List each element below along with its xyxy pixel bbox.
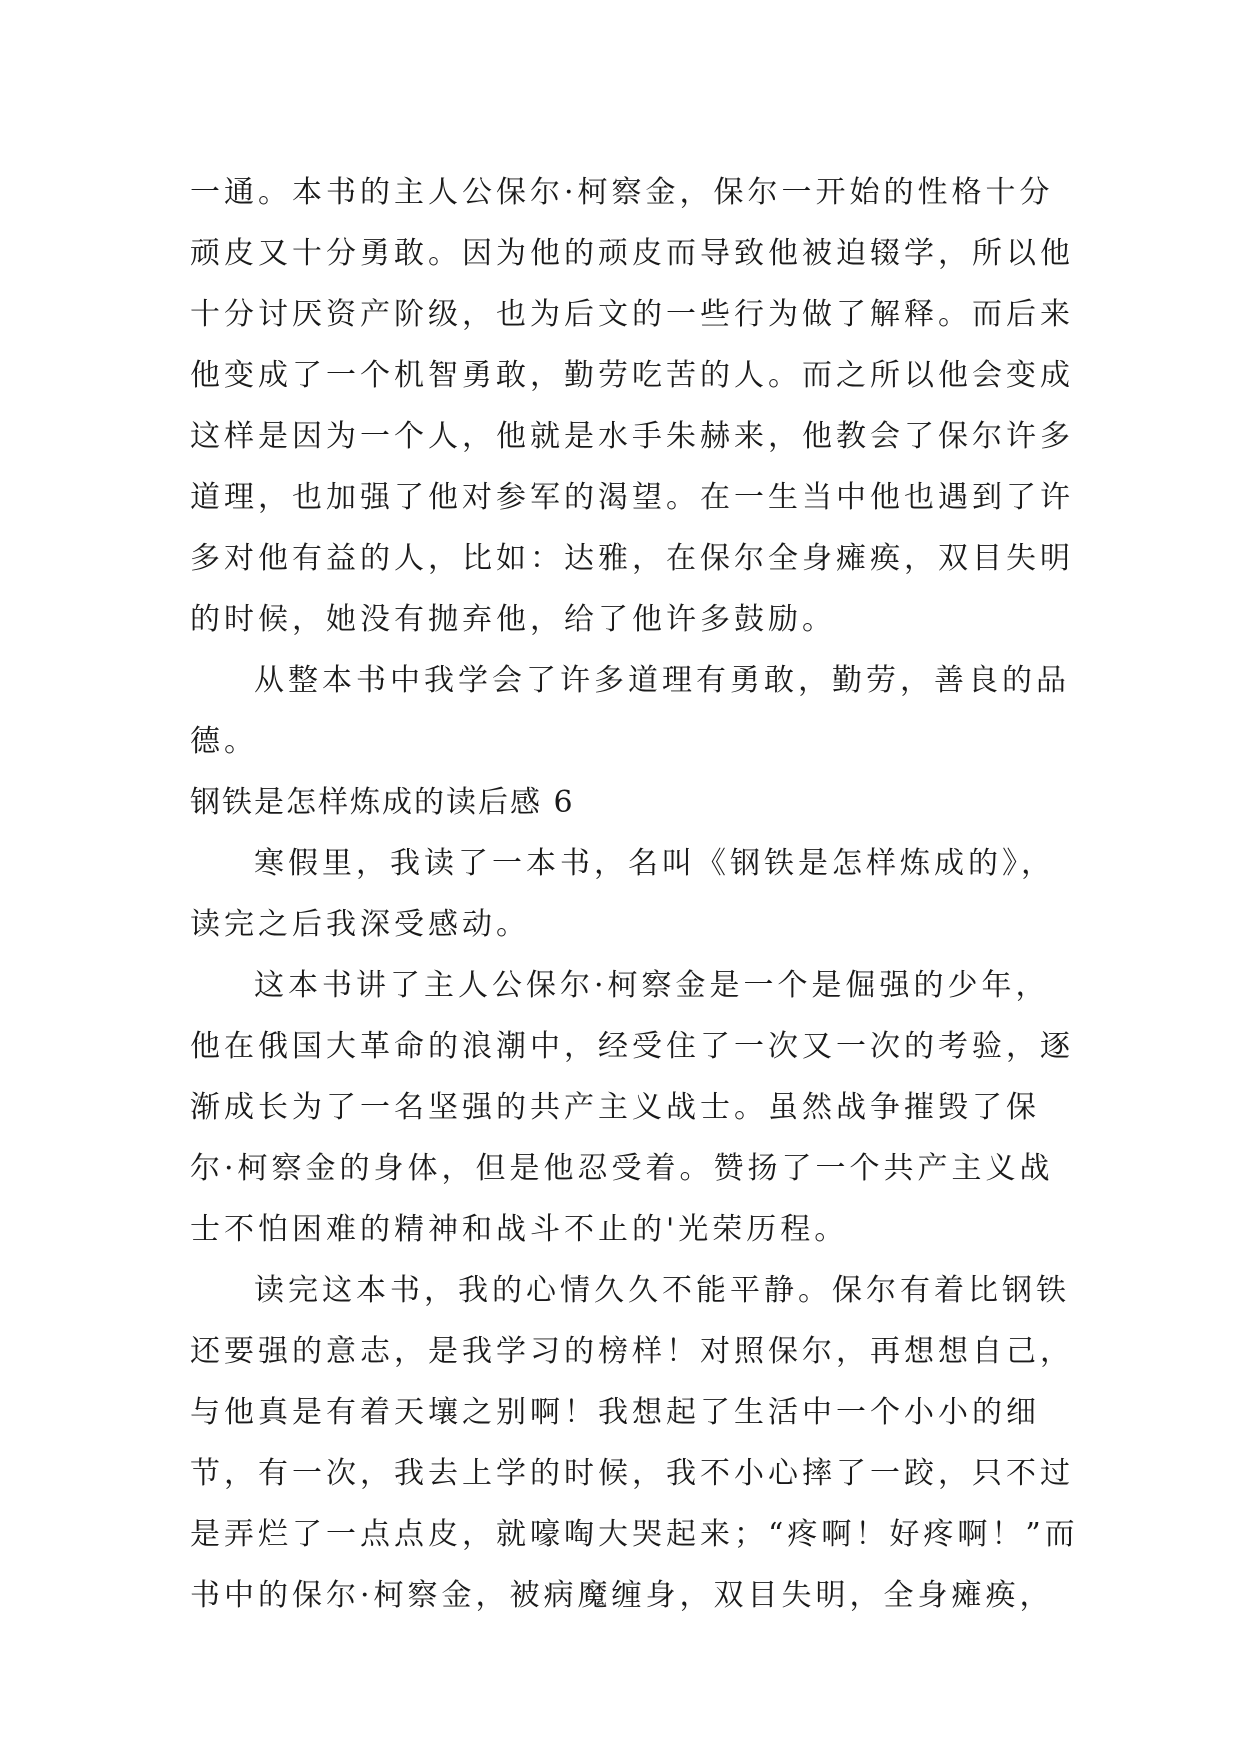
- paragraph-start-line: 读完这本书，我的心情久久不能平静。保尔有着比钢铁: [254, 1273, 1070, 1308]
- text-line: 书中的保尔·柯察金，被病魔缠身，双目失明，全身瘫痪，: [190, 1578, 1054, 1613]
- text-line: 的时候，她没有抛弃他，给了他许多鼓励。: [190, 602, 836, 637]
- text-line: 他在俄国大革命的浪潮中，经受住了一次又一次的考验，逐: [190, 1029, 1074, 1064]
- paragraph-start-line: 从整本书中我学会了许多道理有勇敢，勤劳，善良的品: [254, 663, 1070, 698]
- text-line: 渐成长为了一名坚强的共产主义战士。虽然战争摧毁了保: [190, 1090, 1040, 1125]
- text-line: 还要强的意志，是我学习的榜样！对照保尔，再想想自己，: [190, 1334, 1074, 1369]
- text-line: 多对他有益的人，比如：达雅，在保尔全身瘫痪，双目失明: [190, 541, 1074, 576]
- text-line: 他变成了一个机智勇敢，勤劳吃苦的人。而之所以他会变成: [190, 358, 1074, 393]
- text-line: 顽皮又十分勇敢。因为他的顽皮而导致他被迫辍学，所以他: [190, 236, 1074, 271]
- text-line: 士不怕困难的精神和战斗不止的'光荣历程。: [190, 1212, 849, 1247]
- paragraph-start-line: 这本书讲了主人公保尔·柯察金是一个是倔强的少年，: [254, 968, 1050, 1003]
- section-heading: 钢铁是怎样炼成的读后感 6: [190, 785, 575, 820]
- text-line: 与他真是有着天壤之别啊！我想起了生活中一个小小的细: [190, 1395, 1040, 1430]
- text-line: 读完之后我深受感动。: [190, 907, 530, 942]
- text-line: 德。: [190, 724, 258, 759]
- document-body: [190, 162, 1079, 1626]
- text-line: 这样是因为一个人，他就是水手朱赫来，他教会了保尔许多: [190, 419, 1074, 454]
- paragraph-start-line: 寒假里，我读了一本书，名叫《钢铁是怎样炼成的》，: [254, 846, 1055, 881]
- text-line: 是弄烂了一点点皮，就嚎啕大哭起来；“疼啊！好疼啊！”而: [190, 1517, 1079, 1552]
- text-line: 十分讨厌资产阶级，也为后文的一些行为做了解释。而后来: [190, 297, 1074, 332]
- text-line: 道理，也加强了他对参军的渴望。在一生当中他也遇到了许: [190, 480, 1074, 515]
- text-line: 尔·柯察金的身体，但是他忍受着。赞扬了一个共产主义战: [190, 1151, 1054, 1186]
- text-line: 一通。本书的主人公保尔·柯察金，保尔一开始的性格十分: [190, 175, 1054, 210]
- text-line: 节，有一次，我去上学的时候，我不小心摔了一跤，只不过: [190, 1456, 1074, 1491]
